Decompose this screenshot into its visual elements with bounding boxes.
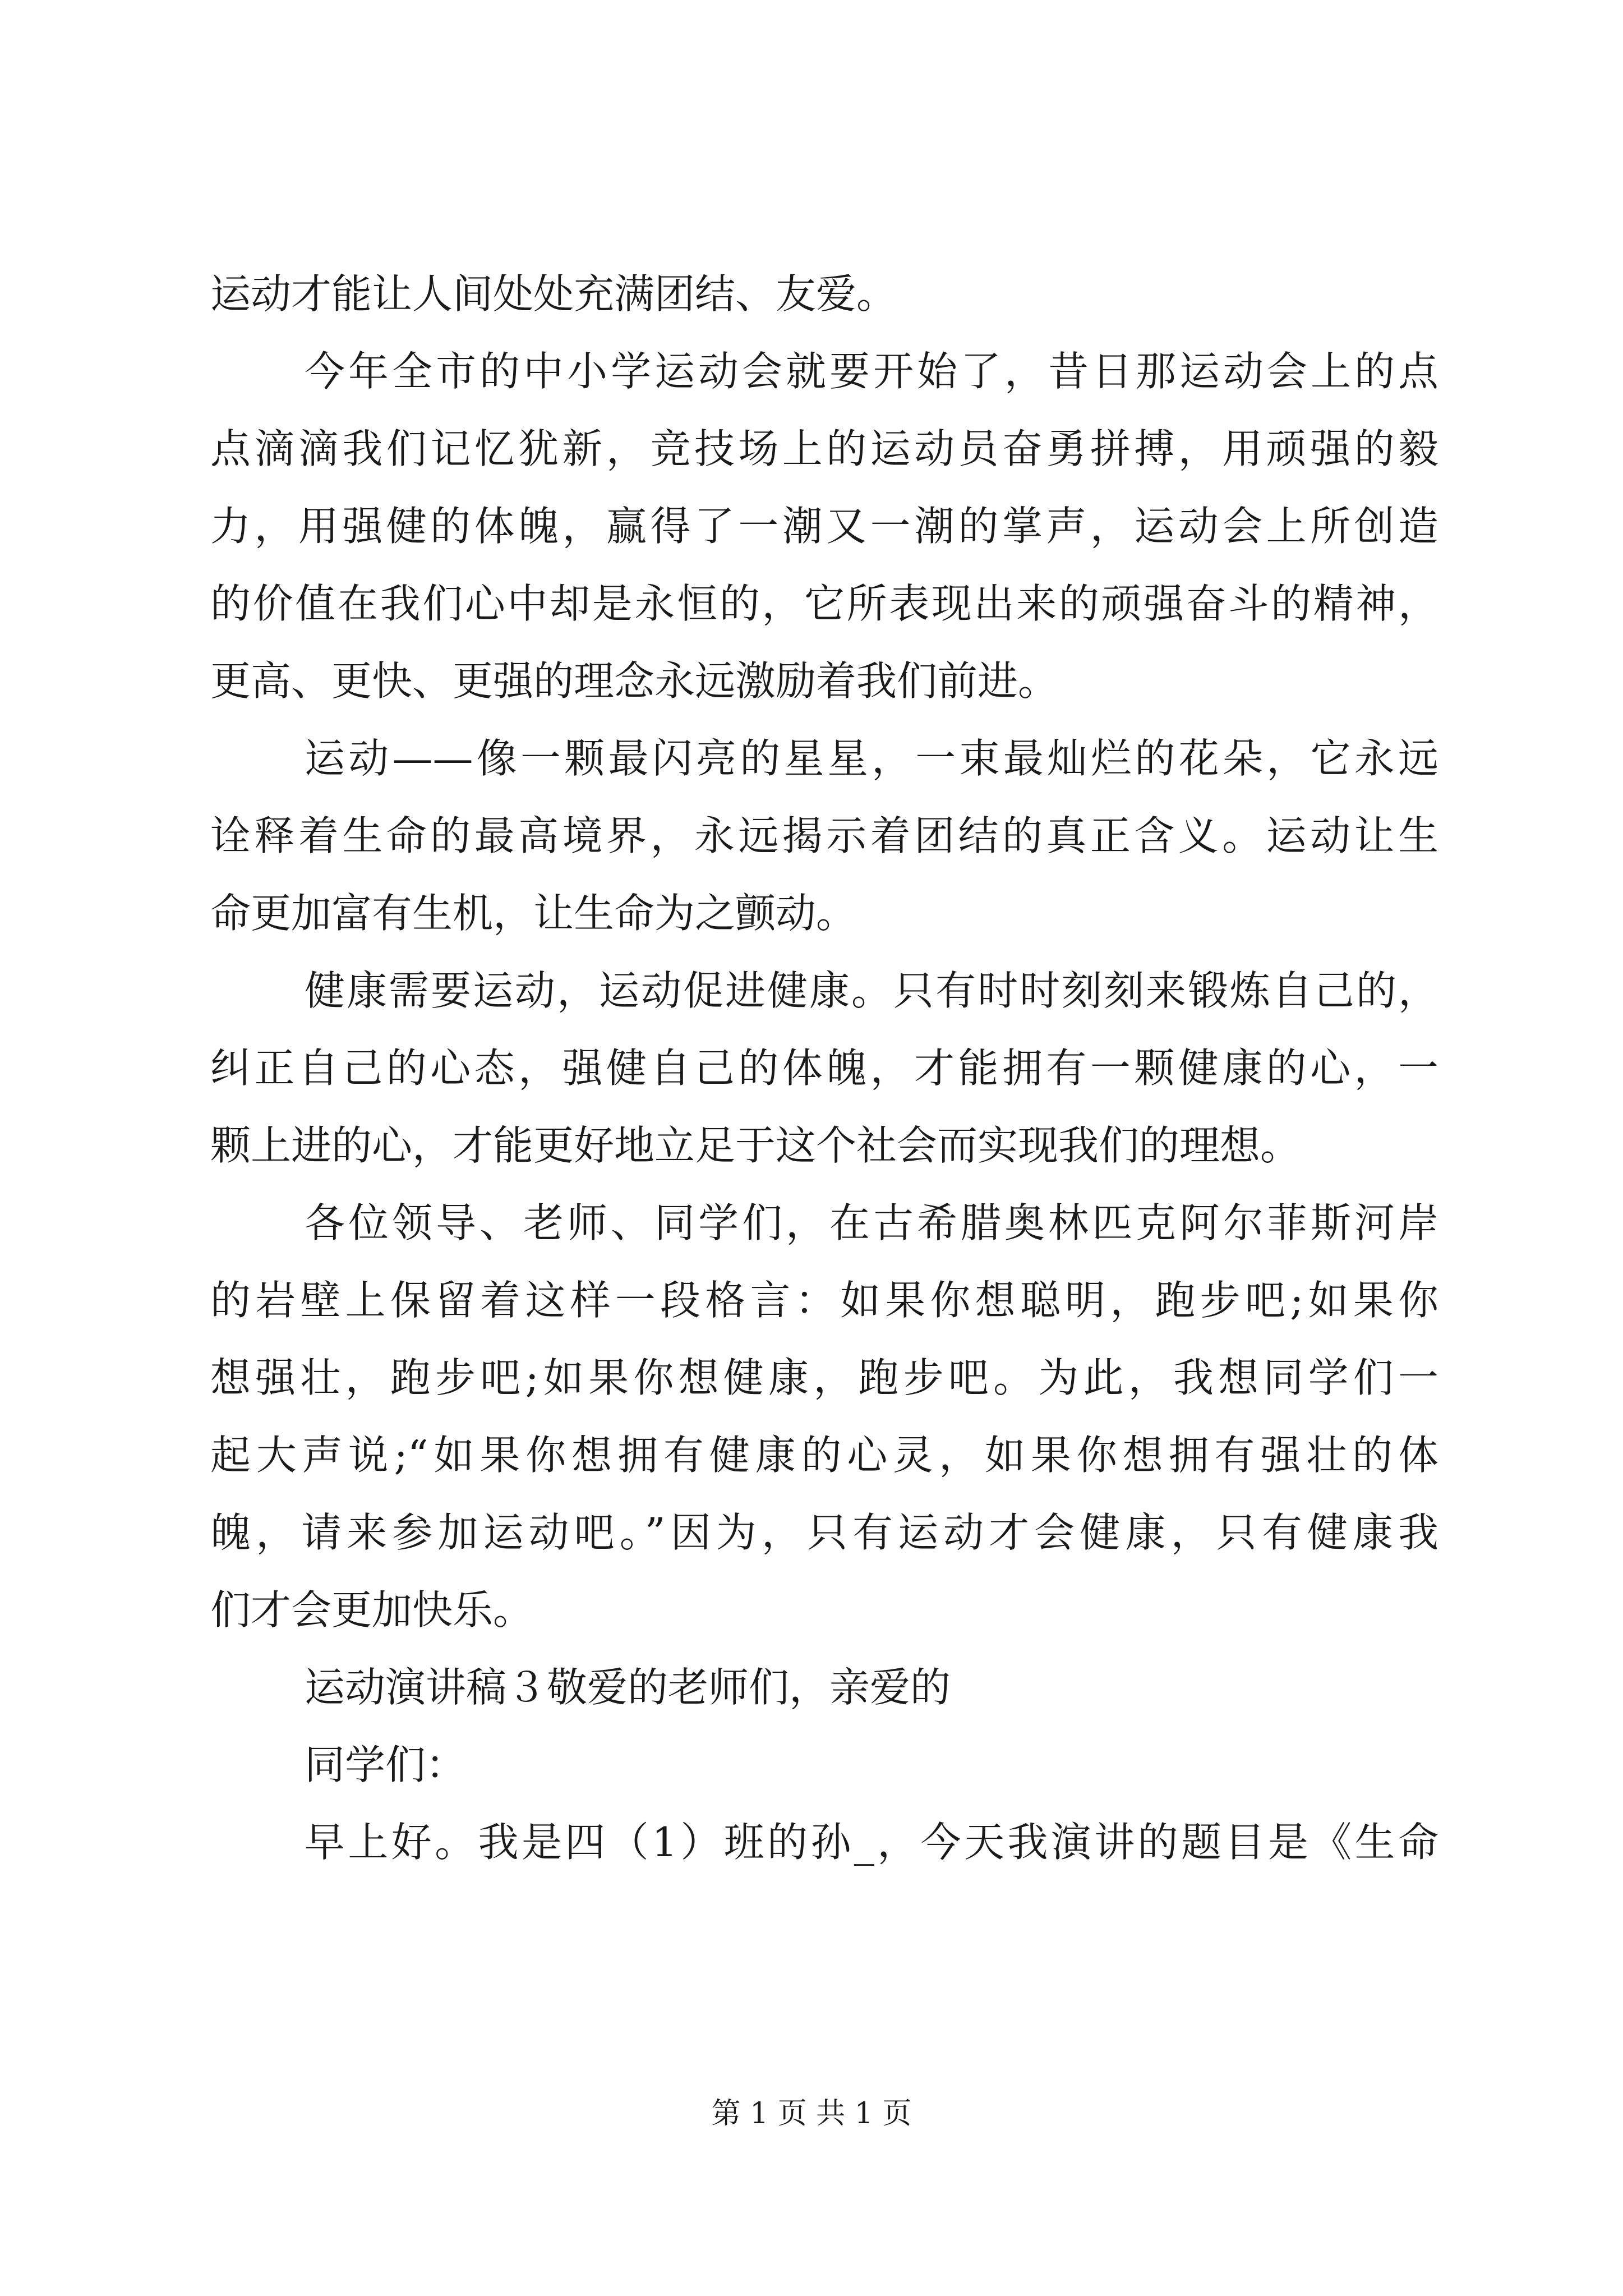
text-line: 魄，请来参加运动吧。”因为，只有运动才会健康，只有健康我 [210,1509,1438,1556]
text-line: 早上好。我是四（1）班的孙_，今天我演讲的题目是《生命 [305,1819,1438,1866]
text-line: 颗上进的心，才能更好地立足于这个社会而实现我们的理想。 [210,1122,1301,1169]
text-line: 诠释着生命的最高境界，永远揭示着团结的真正含义。运动让生 [210,812,1438,859]
text-line: 起大声说;“如果你想拥有健康的心灵，如果你想拥有强壮的体 [210,1432,1438,1479]
text-line: 运动——像一颗最闪亮的星星，一束最灿烂的花朵，它永远 [305,735,1438,782]
text-line: 各位领导、老师、同学们，在古希腊奥林匹克阿尔菲斯河岸 [305,1199,1438,1246]
text-line: 同学们： [305,1741,467,1788]
text-line: 今年全市的中小学运动会就要开始了，昔日那运动会上的点 [305,348,1438,395]
text-line: 的岩壁上保留着这样一段格言：如果你想聪明，跑步吧;如果你 [210,1277,1438,1324]
page-footer: 第 1 页 共 1 页 [711,2097,912,2131]
text-line: 运动才能让人间处处充满团结、友爱。 [210,270,897,318]
text-line: 力，用强健的体魄，赢得了一潮又一潮的掌声，运动会上所创造 [210,503,1438,550]
text-line: 纠正自己的心态，强健自己的体魄，才能拥有一颗健康的心，一 [210,1045,1438,1092]
text-line: 命更加富有生机，让生命为之颤动。 [210,890,857,937]
text-line: 点滴滴我们记忆犹新，竞技场上的运动员奋勇拼搏，用顽强的毅 [210,425,1438,472]
text-line: 健康需要运动，运动促进健康。只有时时刻刻来锻炼自己的， [305,967,1438,1014]
text-line: 想强壮，跑步吧;如果你想健康，跑步吧。为此，我想同学们一 [210,1354,1438,1401]
text-line: 的价值在我们心中却是永恒的，它所表现出来的顽强奋斗的精神， [210,580,1438,627]
document-body [210,255,1438,1881]
text-line: 更高、更快、更强的理念永远激励着我们前进。 [210,657,1059,705]
text-line: 运动演讲稿３敬爱的老师们，亲爱的 [305,1664,951,1711]
text-line: 们才会更加快乐。 [210,1586,534,1634]
